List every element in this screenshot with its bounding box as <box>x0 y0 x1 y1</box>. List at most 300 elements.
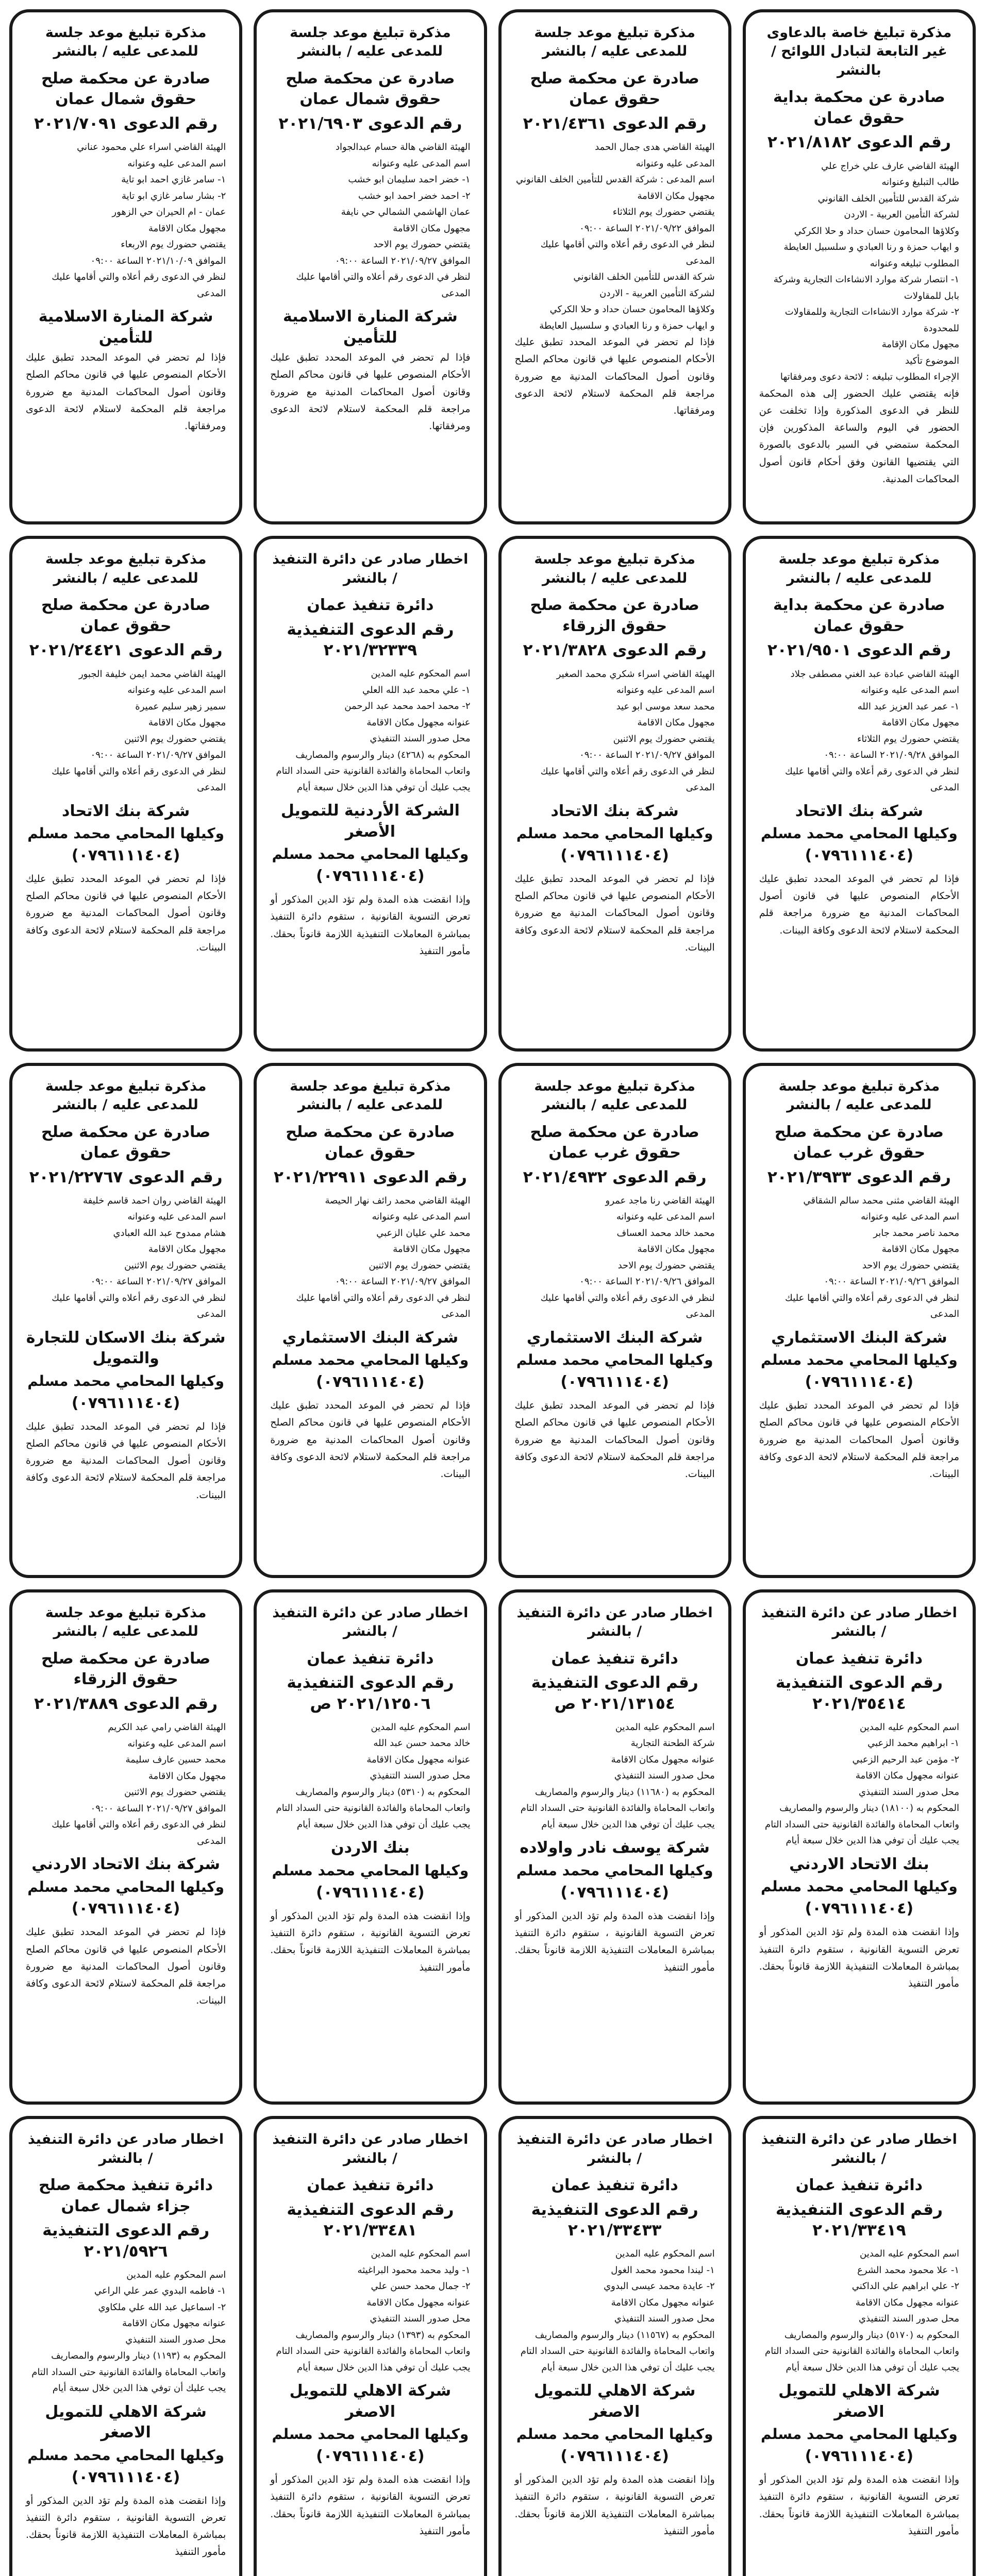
notice-party: بنك الاردن <box>330 1839 410 1857</box>
notice-case-number: رقم الدعوى التنفيذية ٢٠٢١/٣٣٤١٩ <box>775 2200 943 2240</box>
notice-line: الموافق ٢٠٢١/٠٩/٢٧ الساعة ٠٩:٠٠ <box>335 1276 471 1287</box>
notice-line: واتعاب المحاماة والفائدة القانونية حتى السداد التام <box>765 1819 959 1830</box>
notice-line: مجهول مكان الاقامة <box>881 1244 959 1255</box>
notice-line: ٢- محمد احمد محمد عبد الرحمن <box>344 701 471 712</box>
notice-line: اسم المحكوم عليه المدين <box>860 1721 959 1733</box>
legal-notice <box>498 2116 731 2576</box>
notice-phone: (٠٧٩٦١١١٤٠٤) <box>560 2447 669 2466</box>
notice-line: ٢- علي ابراهيم علي الداكني <box>852 2281 959 2292</box>
notice-title: مذكرة تبليغ خاصة بالدعاوى غير التابعة لتبادل اللوائح / بالنشر <box>766 25 952 78</box>
notice-title: اخطار صادر عن دائرة التنفيذ / بالنشر <box>272 1604 469 1640</box>
notice-line: محل صدور السند التنفيذي <box>614 1770 715 1782</box>
notice-court: صادرة عن محكمة صلح حقوق عمان <box>41 1123 211 1162</box>
notice-line: اسم المدعى عليه وعنوانه <box>127 158 226 169</box>
notice-line: يجب عليك أن توفي هذا الدين خلال سبعة أيام <box>541 2362 715 2373</box>
notice-line: مجهول مكان الاقامة <box>637 190 715 201</box>
notice-line: الهيئة القاضي اسراء شكري محمد الصغير <box>556 668 715 680</box>
notice-court: صادرة عن محكمة صلح حقوق شمال عمان <box>286 69 455 109</box>
notice-line: المحكوم به (١٨١٠٠) دينار والرسوم والمصاريف <box>779 1803 959 1814</box>
notice-case-number: رقم الدعوى ٢٠٢١/٢٢٧٦٧ <box>29 1167 223 1187</box>
notice-court: صادرة عن محكمة صلح حقوق عمان <box>41 596 211 635</box>
notice-body: فإنه يقتضي عليك الحضور إلى هذه المحكمة للنظر في الدعوى المذكورة وإذا تخلفت عن الحضور في اليوم والساعة المذكورين فإن المحكمة ستمضي في السير بالدعوى بالصورة التي يقتضيها القانون وفق أحكام قانون أصول المحاكمات المدنية. <box>759 387 959 485</box>
notice-line: الموافق ٢٠٢١/٠٩/٢٦ الساعة ٠٩:٠٠ <box>824 1276 959 1287</box>
notice-body: فإذا لم تحضر في الموعد المحدد تطبق عليك الأحكام المنصوص عليها في قانون محاكم الصلح وقانون أصول المحاكمات المدنية مع ضرورة مراجعة قلم المحكمة لاستلام لائحة الدعوى وكافة البينات. <box>514 873 715 953</box>
notice-line: مجهول مكان الاقامة <box>148 1244 226 1255</box>
notice-party: شركة بنك الاتحاد الاردني <box>31 1855 220 1874</box>
notice-line: ١- سامر غازي احمد ابو تاية <box>121 174 226 185</box>
notice-line: محل صدور السند التنفيذي <box>858 1786 959 1798</box>
legal-notice <box>498 536 731 1051</box>
notice-title: اخطار صادر عن دائرة التنفيذ / بالنشر <box>28 2131 224 2166</box>
legal-notice <box>743 9 976 524</box>
notice-line: لنظر في الدعوى رقم أعلاه والتي أقامها عليك المدعى <box>52 272 226 299</box>
notice-party: بنك الاتحاد الاردني <box>789 1855 929 1873</box>
notice-line: محمد حسين عارف سليمة <box>125 1754 226 1766</box>
notice-line: شركة القدس للتأمين الخلف القانوني <box>573 272 715 283</box>
notice-body: فإذا لم تحضر في الموعد المحدد تطبق عليك الأحكام المنصوص عليها في قانون محاكم الصلح وقانون أصول المحاكمات المدنية مع ضرورة مراجعة قلم المحكمة لاستلام لائحة الدعوى ومرفقاتها. <box>26 352 226 432</box>
notice-line: يقتضي حضورك يوم الاحد <box>373 239 471 250</box>
notice-line: المحكوم به (١١٩٣) دينار والرسوم والمصاريف <box>51 2350 226 2362</box>
notice-line: ١- علي محمد عبد الله العلي <box>362 684 471 696</box>
notice-line: عنوانه مجهول مكان الاقامة <box>611 1754 715 1765</box>
notice-case-number: رقم الدعوى التنفيذية ٢٠٢١/٣٣٤٣٣ <box>531 2200 698 2240</box>
notice-line: الهيئة القاضي روان احمد قاسم خليفة <box>82 1195 226 1206</box>
notice-phone: (٠٧٩٦١١١٤٠٤) <box>71 2468 180 2486</box>
notice-case-number: رقم الدعوى ٢٠٢١/٣٨٢٨ <box>523 641 707 660</box>
notice-agent: وكيلها المحامي محمد مسلم <box>761 1878 958 1895</box>
notice-court: دائرة تنفيذ عمان <box>307 596 434 615</box>
notice-line: اسم المدعى عليه وعنوانه <box>861 685 959 696</box>
notice-line: واتعاب المحاماة والفائدة القانونية حتى السداد التام <box>276 766 471 777</box>
notice-case-number: رقم الدعوى التنفيذية ٢٠٢١/٣٢٣٣٩ <box>287 620 454 659</box>
notice-line: اسم المحكوم عليه المدين <box>371 2248 471 2260</box>
notice-line: محمد خالد محمد العساف <box>616 1227 715 1239</box>
notice-phone: (٠٧٩٦١١١٤٠٤) <box>316 2447 425 2466</box>
notice-line: واتعاب المحاماة والفائدة القانونية حتى السداد التام <box>520 1803 715 1814</box>
notice-line: الهيئة القاضي محمد رائف نهار الحيصة <box>325 1195 471 1206</box>
notice-phone: (٠٧٩٦١١١٤٠٤) <box>805 1900 914 1918</box>
notice-line: اسم المحكوم عليه المدين <box>615 1721 715 1733</box>
notice-case-number: رقم الدعوى ٢٠٢١/٤٩٣٢ <box>523 1167 707 1187</box>
notice-line: مجهول مكان الاقامة <box>148 717 226 728</box>
notice-line: الهيئة القاضي هالة حسام عبدالجواد <box>335 142 471 153</box>
notice-line: واتعاب المحاماة والفائدة القانونية حتى السداد التام <box>276 1803 471 1814</box>
notice-line: عمان - ام الحيران حي الزهور <box>112 207 226 218</box>
notice-court: دائرة تنفيذ عمان <box>307 2176 434 2195</box>
notice-court: صادرة عن محكمة بداية حقوق عمان <box>773 596 945 635</box>
notice-line: ١- عمر عبد العزيز عبد الله <box>857 701 959 712</box>
notice-line: يقتضي حضورك يوم الاثنين <box>124 733 226 744</box>
notice-line: محل صدور السند التنفيذي <box>370 1770 471 1782</box>
legal-notice <box>254 1589 487 2105</box>
notice-line: سمير زهير سليم عميرة <box>135 701 226 712</box>
notice-line: عنوانه مجهول مكان الاقامة <box>855 1770 959 1782</box>
notice-phone: (٠٧٩٦١١١٤٠٤) <box>71 1394 180 1412</box>
notice-case-number: رقم الدعوى التنفيذية ٢٠٢١/٣٣٤٨١ <box>287 2200 454 2240</box>
notice-body: فإذا لم تحضر في الموعد المحدد تطبق عليك الأحكام المنصوص عليها في قانون محاكم الصلح وقانون أصول المحاكمات المدنية مع ضرورة مراجعة قلم المحكمة لاستلام لائحة الدعوى وكافة البينات. <box>759 1400 959 1480</box>
notice-line: يقتضي حضورك يوم الاثنين <box>613 733 715 744</box>
notice-line: عمان الهاشمي الشمالي حي نايفة <box>341 207 471 218</box>
notice-line: يقتضي حضورك يوم الثلاثاء <box>612 207 715 218</box>
notice-line: يجب عليك أن توفي هذا الدين خلال سبعة أيام <box>296 1819 471 1830</box>
notice-line: ٢- مؤمن عبد الرحيم الزعبي <box>852 1754 959 1765</box>
notice-line: اسم المدعى عليه وعنوانه <box>616 685 715 696</box>
notice-line: لنظر في الدعوى رقم أعلاه والتي أقامها عليك المدعى <box>785 1292 959 1320</box>
notice-line: ١- ابراهيم محمد الزعبي <box>867 1738 959 1749</box>
notice-line: يقتضي حضورك يوم الاربعاء <box>121 239 226 250</box>
notice-title: اخطار صادر عن دائرة التنفيذ / بالنشر <box>516 2131 713 2166</box>
notice-line: و ايهاب حمزة و رنا العبادي و سلسبيل العايطة <box>539 320 715 331</box>
notice-phone: (٠٧٩٦١١١٤٠٤) <box>805 846 914 865</box>
notice-title: اخطار صادر عن دائرة التنفيذ / بالنشر <box>272 2131 469 2166</box>
notice-line: اسم المحكوم عليه المدين <box>126 2269 226 2280</box>
notice-body: وإذا انقضت هذه المدة ولم تؤد الدين المذكور أو تعرض التسوية القانونية ، ستقوم دائرة التنفيذ بمباشرة المعاملات التنفيذية اللازمة قانوناً بحقك. مأمور التنفيذ <box>514 2474 715 2537</box>
notice-line: الموافق ٢٠٢١/٠٩/٢٧ الساعة ٠٩:٠٠ <box>579 750 715 760</box>
notice-body: وإذا انقضت هذه المدة ولم تؤد الدين المذكور أو تعرض التسوية القانونية ، ستقوم دائرة التنفيذ بمباشرة المعاملات التنفيذية اللازمة قانوناً بحقك. مأمور التنفيذ <box>759 2474 959 2537</box>
notice-line: المحكوم به (١٣٩٣) دينار والرسوم والمصاريف <box>295 2329 471 2341</box>
notice-line: لنظر في الدعوى رقم أعلاه والتي أقامها عليك المدعى <box>296 1292 471 1320</box>
notice-title: مذكرة تبليغ موعد جلسة للمدعى عليه / بالنشر <box>290 1078 451 1113</box>
notice-title: مذكرة تبليغ موعد جلسة للمدعى عليه / بالنشر <box>45 551 207 586</box>
notice-line: يقتضي حضورك يوم الاثنين <box>124 1260 226 1271</box>
notice-case-number: رقم الدعوى ٢٠٢١/٩٥٠١ <box>767 641 951 660</box>
notice-agent: وكيلها المحامي محمد مسلم <box>27 825 224 842</box>
notice-line: الهيئة القاضي رنا ماجد عمرو <box>605 1195 715 1206</box>
notice-line: ١- علا محمود محمد الشرع <box>857 2264 959 2276</box>
notice-court: دائرة تنفيذ عمان <box>551 1649 678 1668</box>
notice-phone: (٠٧٩٦١١١٤٠٤) <box>560 1373 669 1392</box>
notice-line: عنوانه مجهول مكان الاقامة <box>366 717 471 728</box>
notice-line: المحكوم به (٤٢٦٨) دينار والرسوم والمصاريف <box>295 749 471 760</box>
notice-line: الهيئة القاضي هدى جمال الحمد <box>595 142 715 153</box>
notice-party: شركة الاهلي للتمويل الاصغر <box>45 2402 207 2442</box>
notice-title: مذكرة تبليغ موعد جلسة للمدعى عليه / بالنشر <box>534 551 695 586</box>
notice-line: الهيئة القاضي عارف علي خراج علي <box>821 160 959 172</box>
notice-agent: وكيلها المحامي محمد مسلم <box>761 1351 958 1369</box>
notice-line: شركة الطحنة التجارية <box>630 1738 715 1749</box>
notice-body: وإذا انقضت هذه المدة ولم تؤد الدين المذكور أو تعرض التسوية القانونية ، ستقوم دائرة التنفيذ بمباشرة المعاملات التنفيذية اللازمة قانوناً بحقك. مأمور التنفيذ <box>759 1926 959 1989</box>
notice-party: شركة الاهلي للتمويل الاصغر <box>778 2382 940 2421</box>
notice-body: وإذا انقضت هذه المدة ولم تؤد الدين المذكور أو تعرض التسوية القانونية ، ستقوم دائرة التنفيذ بمباشرة المعاملات التنفيذية اللازمة قانوناً بحقك. مأمور التنفيذ <box>26 2495 226 2558</box>
notice-agent: وكيلها المحامي محمد مسلم <box>27 1372 224 1389</box>
notice-party: شركة بنك الاتحاد <box>795 802 924 820</box>
notice-line: واتعاب المحاماة والفائدة القانونية حتى السداد التام <box>276 2346 471 2357</box>
notice-body: فإذا لم تحضر في الموعد المحدد تطبق عليك الأحكام المنصوص عليها في قانون محاكم الصلح وقانون أصول المحاكمات المدنية مع ضرورة مراجعة قلم المحكمة لاستلام لائحة الدعوى وكافة البينات. <box>26 1926 226 2007</box>
notice-line: ١- فاطمه البدوي عمر علي الراعي <box>94 2285 226 2297</box>
notice-line: لنظر في الدعوى رقم أعلاه والتي أقامها عليك المدعى <box>540 239 715 266</box>
notice-case-number: رقم الدعوى ٢٠٢١/٢٢٩١١ <box>273 1167 467 1187</box>
notice-line: عنوانه مجهول مكان الاقامة <box>122 2318 226 2329</box>
notice-line: محمد ناصر محمد جابر <box>873 1227 959 1239</box>
legal-notice <box>498 1589 731 2105</box>
notice-body: فإذا لم تحضر في الموعد المحدد تطبق عليك الأحكام المنصوص عليها في قانون محاكم الصلح وقانون أصول المحاكمات المدنية مع ضرورة مراجعة قلم المحكمة لاستلام لائحة الدعوى وكافة البينات. <box>26 873 226 953</box>
notice-line: الإجراء المطلوب تبليغه : لائحة دعوى ومرفقاتها <box>780 371 959 383</box>
notice-line: الموضوع تأكيد <box>905 355 959 366</box>
notice-line: الهيئة القاضي محمد ايمن خليفة الجبور <box>78 668 226 680</box>
notice-court: دائرة تنفيذ عمان <box>795 1649 923 1668</box>
notice-title: اخطار صادر عن دائرة التنفيذ / بالنشر <box>761 2131 957 2166</box>
notice-party: شركة بنك الاتحاد <box>550 802 679 820</box>
notice-line: الهيئة القاضي رامي عبد الكريم <box>108 1722 226 1733</box>
notice-case-number: رقم الدعوى ٢٠٢١/٦٩٠٣ <box>278 114 462 133</box>
notice-line: يجب عليك أن توفي هذا الدين خلال سبعة أيام <box>786 1835 959 1846</box>
notice-line: يجب عليك أن توفي هذا الدين خلال سبعة أيام <box>296 2362 471 2373</box>
notice-party: شركة الاهلي للتمويل الاصغر <box>533 2382 696 2421</box>
notice-title: اخطار صادر عن دائرة التنفيذ / بالنشر <box>761 1604 957 1640</box>
notice-party: شركة البنك الاستثماري <box>771 1328 947 1347</box>
legal-notice <box>9 1589 242 2105</box>
notice-line: طالب التبليغ وعنوانه <box>881 177 959 188</box>
notice-court: صادرة عن محكمة صلح حقوق عمان <box>286 1123 455 1162</box>
notice-title: مذكرة تبليغ موعد جلسة للمدعى عليه / بالنشر <box>534 25 695 60</box>
notice-agent: وكيلها المحامي محمد مسلم <box>516 825 713 842</box>
notice-line: المحكوم به (٥٣١٠) دينار والرسوم والمصاريف <box>295 1786 471 1798</box>
legal-notice <box>254 2116 487 2576</box>
notice-court: صادرة عن محكمة صلح حقوق شمال عمان <box>41 69 211 109</box>
notices-grid <box>9 9 976 2576</box>
notice-line: لنظر في الدعوى رقم أعلاه والتي أقامها عليك المدعى <box>52 766 226 793</box>
notice-title: مذكرة تبليغ موعد جلسة للمدعى عليه / بالنشر <box>45 1078 207 1113</box>
notice-party: شركة المنارة الاسلامية للتأمين <box>38 308 213 347</box>
notice-phone: (٠٧٩٦١١١٤٠٤) <box>316 867 425 886</box>
notice-line: يقتضي حضورك يوم الثلاثاء <box>857 733 959 744</box>
legal-notice <box>743 536 976 1051</box>
notice-party: شركة بنك الاسكان للتجارة والتمويل <box>26 1328 226 1368</box>
notice-line: الموافق ٢٠٢١/٠٩/٢٢ الساعة ٠٩:٠٠ <box>579 223 715 234</box>
notice-line: ٢- احمد خضر احمد ابو خشب <box>358 190 471 201</box>
notice-case-number: رقم الدعوى ٢٠٢١/٢٤٤٢١ <box>29 641 223 660</box>
notice-line: اسم المحكوم عليه المدين <box>371 1721 471 1733</box>
notice-line: ٢- اسماعيل عبد الله علي ملكاوي <box>98 2301 226 2313</box>
notice-line: واتعاب المحاماة والفائدة القانونية حتى السداد التام <box>31 2366 226 2378</box>
notice-agent: وكيلها المحامي محمد مسلم <box>27 1878 224 1895</box>
notice-phone: (٠٧٩٦١١١٤٠٤) <box>316 1373 425 1392</box>
notice-line: اسم المدعى عليه وعنوانه <box>127 685 226 696</box>
notice-line: ٢- بشار سامر غازي ابو تاية <box>121 190 226 201</box>
notice-line: محمد علي عليان الزعبي <box>376 1227 471 1239</box>
notice-court: صادرة عن محكمة بداية حقوق عمان <box>773 88 945 127</box>
notice-body: فإذا لم تحضر في الموعد المحدد تطبق عليك الأحكام المنصوص عليها في قانون محاكم الصلح وقانون أصول المحاكمات المدنية مع ضرورة مراجعة قلم المحكمة لاستلام لائحة الدعوى وكافة البينات. <box>26 1420 226 1501</box>
notice-line: المحكوم به (٥١٧٠) دينار والرسوم والمصاريف <box>784 2329 959 2341</box>
notice-line: الموافق ٢٠٢١/٠٩/٢٧ الساعة ٠٩:٠٠ <box>90 1276 226 1287</box>
notice-line: اسم المحكوم عليه المدين <box>860 2248 959 2260</box>
notice-line: لنظر في الدعوى رقم أعلاه والتي أقامها عليك المدعى <box>540 1292 715 1320</box>
legal-notice <box>743 1063 976 1578</box>
notice-court: صادرة عن محكمة صلح حقوق غرب عمان <box>530 1123 699 1162</box>
notice-line: لنظر في الدعوى رقم أعلاه والتي أقامها عليك المدعى <box>540 766 715 793</box>
notice-line: مجهول مكان الاقامة <box>637 1244 715 1255</box>
notice-line: لنظر في الدعوى رقم أعلاه والتي أقامها عليك المدعى <box>785 766 959 793</box>
notice-line: يقتضي حضورك يوم الاثنين <box>124 1787 226 1798</box>
notice-line: المطلوب تبليغه وعنوانه <box>870 258 959 269</box>
notice-phone: (٠٧٩٦١١١٤٠٤) <box>805 1373 914 1392</box>
notice-line: الهيئة القاضي اسراء علي محمود عناني <box>77 142 226 153</box>
notice-line: محل صدور السند التنفيذي <box>125 2334 226 2345</box>
notice-line: يجب عليك أن توفي هذا الدين خلال سبعة أيام <box>786 2362 959 2373</box>
notice-line: اسم المدعى : شركة القدس للتأمين الخلف القانوني <box>516 174 715 185</box>
notice-line: مجهول مكان الاقامة <box>393 223 471 234</box>
notice-line: اسم المحكوم عليه المدين <box>371 668 471 680</box>
notice-agent: وكيلها المحامي محمد مسلم <box>761 825 958 842</box>
notice-line: مجهول مكان الاقامة <box>637 717 715 728</box>
notice-line: الهيئة القاضي عبادة عبد الغني مصطفى جلاد <box>790 668 959 680</box>
notice-party: شركة الاهلي للتمويل الاصغر <box>289 2382 452 2421</box>
notice-phone: (٠٧٩٦١١١٤٠٤) <box>805 2447 914 2466</box>
notice-court: صادرة عن محكمة صلح حقوق الزرقاء <box>530 596 699 635</box>
notice-agent: وكيلها المحامي محمد مسلم <box>516 1861 713 1879</box>
notice-agent: وكيلها المحامي محمد مسلم <box>27 2446 224 2464</box>
notice-line: عنوانه مجهول مكان الاقامة <box>366 2297 471 2308</box>
notice-case-number: رقم الدعوى ٢٠٢١/٧٠٩١ <box>34 114 218 133</box>
legal-notice <box>9 536 242 1051</box>
notice-case-number: رقم الدعوى التنفيذية ٢٠٢١/١٣١٥٤ ص <box>531 1673 698 1713</box>
notice-line: محل صدور السند التنفيذي <box>858 2313 959 2325</box>
notice-body: فإذا لم تحضر في الموعد المحدد تطبق عليك الأحكام المنصوص عليها في قانون محاكم الصلح وقانون أصول المحاكمات المدنية مع ضرورة مراجعة قلم المحكمة لاستلام لائحة الدعوى وكافة البينات. <box>270 1400 471 1480</box>
notice-case-number: رقم الدعوى التنفيذية ٢٠٢١/٣٥٤١٤ <box>775 1673 943 1713</box>
notice-title: مذكرة تبليغ موعد جلسة للمدعى عليه / بالنشر <box>778 551 940 586</box>
notice-line: اسم المحكوم عليه المدين <box>615 2248 715 2260</box>
notice-title: مذكرة تبليغ موعد جلسة للمدعى عليه / بالنشر <box>290 25 451 60</box>
notice-case-number: رقم الدعوى ٢٠٢١/٣٩٣٣ <box>767 1167 951 1187</box>
notice-title: اخطار صادر عن دائرة التنفيذ / بالنشر <box>516 1604 713 1640</box>
notice-line: عنوانه مجهول مكان الاقامة <box>611 2297 715 2308</box>
notice-line: يجب عليك أن توفي هذا الدين خلال سبعة أيام <box>296 782 471 793</box>
notice-party: الشركة الأردنية للتمويل الأصغر <box>280 802 460 841</box>
notice-agent: وكيلها المحامي محمد مسلم <box>516 2426 713 2443</box>
notice-line: الموافق ٢٠٢١/٠٩/٢٧ الساعة ٠٩:٠٠ <box>335 255 471 266</box>
notice-court: صادرة عن محكمة صلح حقوق الزرقاء <box>41 1649 211 1689</box>
notice-title: مذكرة تبليغ موعد جلسة للمدعى عليه / بالنشر <box>45 25 207 60</box>
notice-line: مجهول مكان الاقامة <box>881 717 959 728</box>
notice-body: وإذا انقضت هذه المدة ولم تؤد الدين المذكور أو تعرض التسوية القانونية ، ستقوم دائرة التنفيذ بمباشرة المعاملات التنفيذية اللازمة قانوناً بحقك. مأمور التنفيذ <box>270 1910 471 1973</box>
notice-line: واتعاب المحاماة والفائدة القانونية حتى السداد التام <box>520 2346 715 2357</box>
notice-line: الموافق ٢٠٢١/٠٩/٢٧ الساعة ٠٩:٠٠ <box>90 750 226 760</box>
notice-party: شركة يوسف نادر واولاده <box>520 1839 710 1857</box>
notice-line: يقتضي حضورك يوم الاثنين <box>369 1260 471 1271</box>
notice-case-number: رقم الدعوى ٢٠٢١/٣٨٨٩ <box>34 1694 218 1713</box>
notice-body: وإذا انقضت هذه المدة ولم تؤد الدين المذكور أو تعرض التسوية القانونية ، ستقوم دائرة التنفيذ بمباشرة المعاملات التنفيذية اللازمة قانوناً بحقك. مأمور التنفيذ <box>270 894 471 957</box>
notice-line: عنوانه مجهول مكان الاقامة <box>366 1754 471 1765</box>
legal-notice <box>743 1589 976 2105</box>
notice-body: وإذا انقضت هذه المدة ولم تؤد الدين المذكور أو تعرض التسوية القانونية ، ستقوم دائرة التنفيذ بمباشرة المعاملات التنفيذية اللازمة قانوناً بحقك. مأمور التنفيذ <box>514 1910 715 1973</box>
notice-line: ١- خضر احمد سليمان ابو خشب <box>348 174 471 185</box>
notice-line: وكلاؤها المحامون حسان حداد و حلا الكركي <box>549 304 715 315</box>
notice-line: يجب عليك أن توفي هذا الدين خلال سبعة أيام <box>52 2383 226 2394</box>
notice-court: صادرة عن محكمة صلح حقوق غرب عمان <box>774 1123 944 1162</box>
notice-line: الهيئة القاضي مثنى محمد سالم الشقاقي <box>803 1195 959 1206</box>
notice-line: مجهول مكان الاقامة <box>148 1770 226 1782</box>
notice-agent: وكيلها المحامي محمد مسلم <box>761 2426 958 2443</box>
notice-title: مذكرة تبليغ موعد جلسة للمدعى عليه / بالنشر <box>534 1078 695 1113</box>
notice-line: الموافق ٢٠٢١/٠٩/٢٦ الساعة ٠٩:٠٠ <box>579 1276 715 1287</box>
notice-line: اسم المدعى عليه وعنوانه <box>127 1738 226 1749</box>
notice-line: لنظر في الدعوى رقم أعلاه والتي أقامها عليك المدعى <box>52 1292 226 1320</box>
notice-line: اسم المدعى عليه وعنوانه <box>616 1211 715 1223</box>
notice-line: المحكوم به (١١٦٨٠) دينار والرسوم والمصاريف <box>535 1786 715 1798</box>
notice-phone: (٠٧٩٦١١١٤٠٤) <box>560 846 669 865</box>
notice-line: لنظر في الدعوى رقم أعلاه والتي أقامها عليك المدعى <box>296 272 471 299</box>
notice-agent: وكيلها المحامي محمد مسلم <box>272 1861 469 1879</box>
notice-body: فإذا لم تحضر في الموعد المحدد تطبق عليك الأحكام المنصوص عليها في قانون أصول المحاكمات المدنية مع ضرورة مراجعة قلم المحكمة لاستلام لائحة الدعوى وكافة البينات. <box>759 873 959 936</box>
notice-body: فإذا لم تحضر في الموعد المحدد تطبق عليك الأحكام المنصوص عليها في قانون محاكم الصلح وقانون أصول المحاكمات المدنية مع ضرورة مراجعة قلم المحكمة لاستلام لائحة الدعوى ومرفقاتها. <box>270 352 471 432</box>
notice-line: ٢- شركة موارد الانشاءات التجارية وللمقاولات للمحدودة <box>784 307 959 334</box>
notice-line: ٢- جمال محمد حسن علي <box>371 2281 471 2292</box>
notice-agent: وكيلها المحامي محمد مسلم <box>272 2426 469 2443</box>
notice-line: الموافق ٢٠٢١/٠٩/٢٨ الساعة ٠٩:٠٠ <box>824 750 959 760</box>
legal-notice <box>498 1063 731 1578</box>
notice-phone: (٠٧٩٦١١١٤٠٤) <box>560 1883 669 1902</box>
notice-line: محمد سعد موسى ابو عيد <box>616 701 715 712</box>
legal-notice <box>254 1063 487 1578</box>
legal-notice <box>9 1063 242 1578</box>
notice-line: يقتضي حضورك يوم الاحد <box>617 1260 715 1271</box>
notice-line: مجهول مكان الاقامة <box>148 223 226 234</box>
notice-line: اسم المدعى عليه وعنوانه <box>861 1211 959 1223</box>
notice-agent: وكيلها المحامي محمد مسلم <box>272 845 469 863</box>
notice-line: عنوانه مجهول مكان الاقامة <box>855 2297 959 2308</box>
notice-line: ٢- عايدة محمد عيسى البدوي <box>604 2281 715 2292</box>
legal-notice <box>254 9 487 524</box>
legal-notice <box>9 2116 242 2576</box>
notice-court: دائرة تنفيذ عمان <box>307 1649 434 1668</box>
notice-line: ١- وليد محمد محمود البراغيثه <box>357 2264 471 2276</box>
notice-line: لنظر في الدعوى رقم أعلاه والتي أقامها عليك المدعى <box>52 1819 226 1846</box>
notice-line: المحكوم به (١١٥٦٧) دينار والرسوم والمصاريف <box>535 2329 715 2341</box>
notice-line: خالد محمد حسن عبد الله <box>373 1738 471 1749</box>
notice-court: صادرة عن محكمة صلح حقوق عمان <box>530 69 699 109</box>
notice-line: يقتضي حضورك يوم الاحد <box>862 1260 959 1271</box>
notice-case-number: رقم الدعوى ٢٠٢١/٨١٨٢ <box>767 133 951 152</box>
notice-court: دائرة تنفيذ عمان <box>795 2176 923 2195</box>
notice-line: محل صدور السند التنفيذي <box>370 733 471 744</box>
notice-case-number: رقم الدعوى ٢٠٢١/٤٣٦١ <box>523 114 707 133</box>
notice-agent: وكيلها المحامي محمد مسلم <box>516 1351 713 1369</box>
notice-line: هشام ممدوح عبد الله العبادي <box>113 1227 226 1239</box>
notice-party: شركة بنك الاتحاد <box>61 802 190 820</box>
notice-line: لشركة التأمين العربية - الاردن <box>599 287 715 299</box>
notice-line: محل صدور السند التنفيذي <box>614 2313 715 2325</box>
notice-line: واتعاب المحاماة والفائدة القانونية حتى السداد التام <box>765 2346 959 2357</box>
legal-notice <box>743 2116 976 2576</box>
notice-body: فإذا لم تحضر في الموعد المحدد تطبق عليك الأحكام المنصوص عليها في قانون محاكم الصلح وقانون أصول المحاكمات المدنية مع ضرورة مراجعة قلم المحكمة لاستلام لائحة الدعوى وكافة البينات. <box>514 1400 715 1480</box>
notice-body: وإذا انقضت هذه المدة ولم تؤد الدين المذكور أو تعرض التسوية القانونية ، ستقوم دائرة التنفيذ بمباشرة المعاملات التنفيذية اللازمة قانوناً بحقك. مأمور التنفيذ <box>270 2474 471 2537</box>
notice-title: مذكرة تبليغ موعد جلسة للمدعى عليه / بالنشر <box>778 1078 940 1113</box>
legal-notice <box>498 9 731 524</box>
notice-line: اسم المدعى عليه وعنوانه <box>127 1211 226 1223</box>
notice-line: شركة القدس للتأمين الخلف القانوني <box>817 193 959 204</box>
notice-line: مجهول مكان الإقامة <box>881 339 959 350</box>
notice-party: شركة المنارة الاسلامية للتأمين <box>282 308 458 347</box>
notice-line: ١- ليندا محمود محمد الغول <box>611 2264 715 2276</box>
notice-title: مذكرة تبليغ موعد جلسة للمدعى عليه / بالنشر <box>45 1604 207 1640</box>
notice-agent: وكيلها المحامي محمد مسلم <box>272 1351 469 1369</box>
notice-line: الموافق ٢٠٢١/٠٩/٢٧ الساعة ٠٩:٠٠ <box>90 1803 226 1814</box>
legal-notice <box>9 9 242 524</box>
notice-phone: (٠٧٩٦١١١٤٠٤) <box>71 846 180 865</box>
notice-line: المدعى عليه وعنوانه <box>636 158 715 169</box>
notice-party: شركة البنك الاستثماري <box>282 1328 459 1347</box>
notice-phone: (٠٧٩٦١١١٤٠٤) <box>71 1900 180 1918</box>
notice-case-number: رقم الدعوى التنفيذية ٢٠٢١/١٢٥٠٦ ص <box>287 1673 454 1713</box>
notice-line: و ايهاب حمزة و رنا العبادي و سلسبيل العايطة <box>783 242 959 253</box>
notice-line: ١- انتصار شركة موارد الانشاءات التجارية وشركة بابل للمقاولات <box>773 274 959 301</box>
notice-line: محل صدور السند التنفيذي <box>370 2313 471 2325</box>
notice-party: شركة البنك الاستثماري <box>526 1328 703 1347</box>
notice-line: اسم المدعى عليه وعنوانه <box>372 1211 471 1223</box>
notice-line: اسم المدعى عليه وعنوانه <box>372 158 471 169</box>
notice-title: اخطار صادر عن دائرة التنفيذ / بالنشر <box>272 551 469 586</box>
notice-line: يجب عليك أن توفي هذا الدين خلال سبعة أيام <box>541 1819 715 1830</box>
